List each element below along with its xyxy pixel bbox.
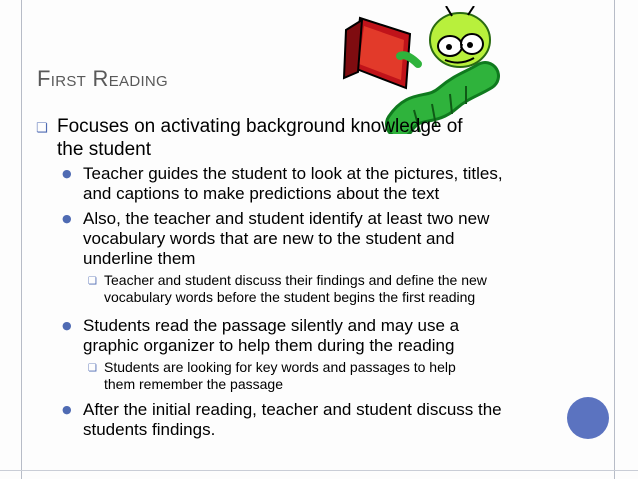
bullet-text: and captions to make predictions about the text: [83, 184, 440, 203]
bullet-text: Students are looking for key words and passages to help: [104, 359, 456, 375]
frame-line-left: [21, 0, 22, 479]
frame-line-bottom: [0, 470, 638, 471]
bullet-text: Focuses on activating background knowledge of: [57, 116, 463, 137]
bullet-text: vocabulary words that are new to the student and: [83, 229, 455, 248]
bullet-text: Teacher and student discuss their findings and define the new: [104, 272, 487, 288]
bullet-text: them remember the passage: [104, 376, 283, 392]
bullet-text: Teacher guides the student to look at the pictures, titles,: [83, 164, 503, 183]
filled-circle-bullet-icon: ●: [62, 319, 72, 332]
bullet-text: graphic organizer to help them during the reading: [83, 336, 455, 355]
filled-circle-bullet-icon: ●: [62, 403, 72, 416]
decorative-circle: [567, 397, 609, 439]
bullet-text: underline them: [83, 249, 196, 268]
open-square-bullet-icon: ❏: [36, 121, 48, 136]
bullet-text: vocabulary words before the student begins the first reading: [104, 289, 476, 305]
slide-title: First Reading: [37, 66, 169, 91]
frame-line-right: [614, 0, 615, 479]
open-square-bullet-icon: ❏: [88, 363, 97, 374]
filled-circle-bullet-icon: ●: [62, 212, 72, 225]
bullet-text: students findings.: [83, 420, 216, 439]
open-square-bullet-icon: ❏: [88, 276, 97, 287]
bullet-text: Students read the passage silently and may use a: [83, 316, 460, 335]
bullet-text: Also, the teacher and student identify at least two new: [83, 209, 490, 228]
bullet-text: After the initial reading, teacher and student discuss the: [83, 400, 502, 419]
filled-circle-bullet-icon: ●: [62, 167, 72, 180]
bullet-text: the student: [57, 139, 152, 160]
